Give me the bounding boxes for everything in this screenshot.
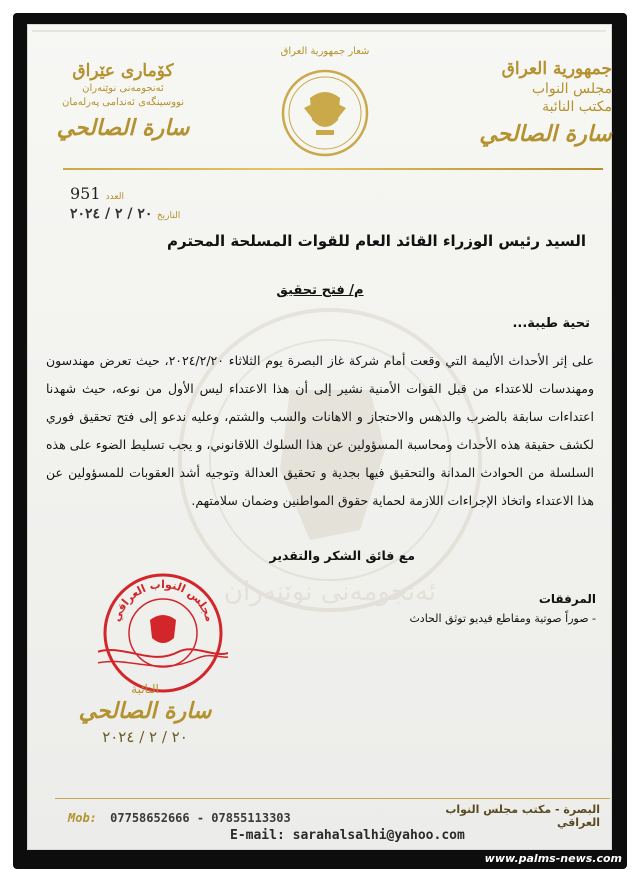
source-watermark-url: www.palms-news.com <box>484 852 622 865</box>
letter-body: على إثر الأحداث الأليمة التي وقعت أمام شركة غاز البصرة يوم الثلاثاء ٢٠٢٤/٢/٢٠، حيث تعرض مهندسون ومهندسات للاعتداء من قبل القوات الأمنية نشير إلى أن هذا الاعتداء ليس الأول من نوعه، حيث شهدنا اعتداءات سابقة بالضرب والدهس والاحتجاز و الاهانات والسب والشتم، وعليه ندعو إلى فتح تحقيق فوري لكشف حقيقة هذه الأحداث ومحاسبة المسؤولين عن هذا السلوك اللاقانوني، و يجب تسليط الضوء على هذه السلسلة من الحوادث المدانة والتحقيق فيها بجدية و تحقيق العدالة وتوجيه أشد العقوبات للمسؤولين عن هذا الاعتداء واتخاذ الإجراءات اللازمة لحماية حقوق المواطنين وضمان سلامتهم. <box>46 353 594 508</box>
header-country: جمهورية العراق <box>501 59 612 79</box>
watermark-text: ئەنجومەنی نوێنەران <box>223 577 437 607</box>
reference-date-label: التاريخ <box>156 211 181 221</box>
paper-edge <box>32 30 606 32</box>
reference-date-value: ٢٠ / ٢ / ٢٠٢٤ <box>70 206 153 222</box>
footer-phone-numbers: 07758652666 - 07855113303 <box>110 811 291 825</box>
closing: مع فائق الشكر والتقدير <box>269 548 415 563</box>
header-office: مكتب النائبة <box>542 99 612 115</box>
header-mp-name-left: سارة الصالحي <box>56 115 190 141</box>
header-divider <box>63 168 603 170</box>
subject-line <box>0 283 640 298</box>
signature-block <box>55 682 235 746</box>
reference-number-label: العدد <box>105 192 124 202</box>
footer-phone <box>68 811 291 825</box>
reference-number <box>70 184 142 203</box>
header-council: مجلس النواب <box>531 81 612 97</box>
footer-email: E-mail: sarahalsalhi@yahoo.com <box>230 828 465 843</box>
header-council-kurdish: ئەنجومەنی نوێنەران <box>82 83 164 94</box>
header-mp-name: سارة الصالحي <box>479 121 612 147</box>
addressee: السيد رئيس الوزراء القائد العام للقوات المسلحة المحترم <box>167 232 586 250</box>
signature-date: ٢٠ / ٢ / ٢٠٢٤ <box>102 728 188 746</box>
signature-title: النائبة <box>131 682 159 696</box>
attachments-title: المرفقات <box>538 592 596 606</box>
attachments-item: - صوراً صوتية ومقاطع فيديو توثق الحادث <box>409 612 596 625</box>
header-office-kurdish: نووسینگەی ئەندامی پەرلەمان <box>61 97 185 108</box>
subject-text: م/ فتح تحقيق <box>276 283 364 298</box>
reference-date <box>70 206 188 222</box>
footer-divider <box>55 798 610 799</box>
stamp-text: مجلس النواب العراقي <box>109 577 217 624</box>
reference-number-value: 951 <box>70 184 101 203</box>
iraq-emblem-seal <box>280 68 370 158</box>
official-red-stamp <box>98 568 228 698</box>
header-left <box>48 60 198 142</box>
footer-office: البصرة - مكتب مجلس النواب العراقي <box>445 803 600 829</box>
signature-name: سارة الصالحي <box>78 698 212 724</box>
footer-phone-label: Mob: <box>68 811 97 825</box>
greeting: تحية طيبة... <box>512 316 590 331</box>
header-country-kurdish: كۆماری عێراق <box>72 61 174 81</box>
header-right <box>442 58 612 148</box>
emblem-caption: شعار جمهورية العراق <box>280 46 370 57</box>
